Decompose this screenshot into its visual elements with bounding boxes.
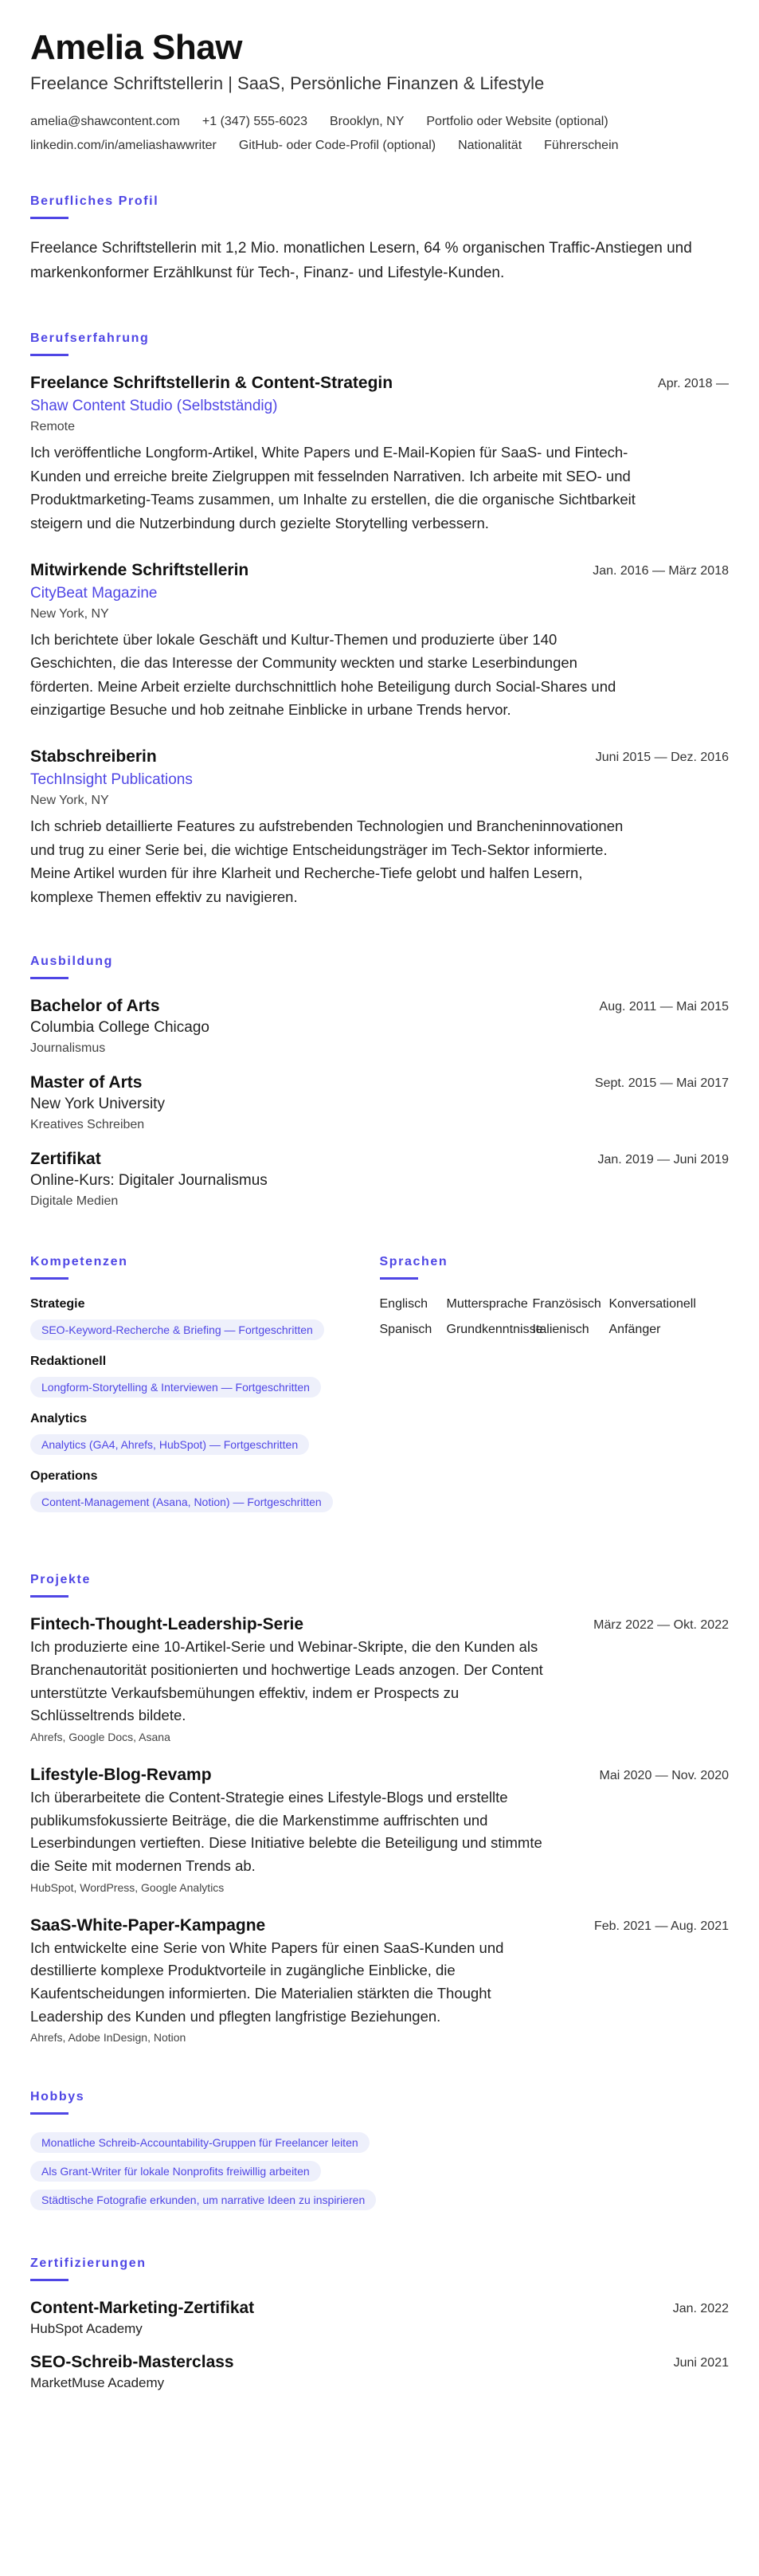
- certification-date: Juni 2021: [673, 2356, 729, 2370]
- language-name: Spanisch: [379, 1323, 432, 1337]
- language-name: Englisch: [379, 1297, 428, 1312]
- certifications-section: [30, 2256, 729, 2391]
- section-title: Ausbildung: [30, 955, 113, 969]
- language-name: Französisch: [532, 1297, 601, 1312]
- job-date: Jan. 2016 — März 2018: [593, 563, 729, 578]
- skill-group: [30, 1297, 380, 1340]
- section-title: Projekte: [30, 1573, 91, 1587]
- hobby-pill: Als Grant-Writer für lokale Nonprofits freiwillig arbeiten: [30, 2161, 321, 2182]
- candidate-name: Amelia Shaw: [30, 28, 242, 67]
- contact-portfolio[interactable]: Portfolio oder Website (optional): [426, 115, 608, 129]
- hobby-pill: Monatliche Schreib-Accountability-Gruppen für Freelancer leiten: [30, 2132, 370, 2153]
- project-entry: [30, 1615, 729, 1743]
- project-date: Feb. 2021 — Aug. 2021: [593, 1919, 729, 1933]
- project-description: Ich überarbeitete die Content-Strategie eines Lifestyle-Blogs und erstellte publikumsfokussierte Beiträge, die die Markenstimme auffrischten und Leserbindungen vertieften. Diese Initiative belebte die Beteiligung und stimmte die Seite mit modernen Trends ab.: [30, 1788, 542, 1874]
- candidate-headline: Freelance Schriftstellerin | SaaS, Persönliche Finanzen & Lifestyle: [30, 73, 545, 94]
- hobby-pill: Städtische Fotografie erkunden, um narrative Ideen zu inspirieren: [30, 2190, 376, 2210]
- certification-issuer: MarketMuse Academy: [30, 2375, 165, 2391]
- certification-name: Content-Marketing-Zertifikat: [30, 2299, 255, 2318]
- education-field: Digitale Medien: [30, 1194, 119, 1209]
- profile-summary: Freelance Schriftstellerin mit 1,2 Mio. monatlichen Lesern, 64 % organischen Traffic-Anstiegen und markenkonformer Erzählkunst für Tech-, Finanz- und Lifestyle-Kunden.: [30, 240, 692, 281]
- job-title: Mitwirkende Schriftstellerin: [30, 560, 249, 579]
- certification-entry: [30, 2299, 729, 2337]
- section-divider: [30, 977, 68, 979]
- project-description: Ich entwickelte eine Serie von White Papers für einen SaaS-Kunden und destillierte komplexe Produktvorteile in zugängliche Einblicke, die Kaufentscheidungen informierten. Die Materialien stärkten die Thought Leadership des Kunden und pflegten langfristige Beziehungen.: [30, 1939, 504, 2025]
- language-name: Italienisch: [532, 1323, 589, 1337]
- skill-category: Operations: [30, 1469, 98, 1484]
- education-date: Aug. 2011 — Mai 2015: [599, 1000, 729, 1014]
- section-divider: [30, 1595, 68, 1598]
- degree-title: Master of Arts: [30, 1073, 143, 1092]
- resume-header: [30, 29, 729, 153]
- section-title: Berufserfahrung: [30, 331, 150, 346]
- section-title: Zertifizierungen: [30, 2256, 147, 2271]
- section-divider: [30, 1277, 68, 1280]
- experience-entry: [30, 561, 729, 722]
- education-field: Journalismus: [30, 1041, 106, 1056]
- job-location: Remote: [30, 420, 76, 434]
- contact-nationality: Nationalität: [458, 139, 522, 153]
- skills-column: [30, 1255, 380, 1527]
- skill-group: [30, 1412, 380, 1455]
- contact-linkedin[interactable]: linkedin.com/in/ameliashawwriter: [30, 139, 217, 153]
- language-level: Muttersprache: [446, 1297, 528, 1312]
- certification-date: Jan. 2022: [672, 2302, 729, 2316]
- section-divider: [30, 2279, 68, 2281]
- hobby-list: [30, 2132, 729, 2210]
- education-institution: Columbia College Chicago: [30, 1019, 209, 1037]
- contact-email[interactable]: amelia@shawcontent.com: [30, 115, 180, 129]
- skill-group: [30, 1355, 380, 1398]
- project-entry: [30, 1916, 729, 2045]
- certification-issuer: HubSpot Academy: [30, 2321, 143, 2337]
- education-entry: [30, 997, 729, 1056]
- education-section: [30, 955, 729, 1209]
- section-title: Sprachen: [379, 1255, 448, 1269]
- education-field: Kreatives Schreiben: [30, 1118, 145, 1132]
- language-list: [380, 1297, 730, 1337]
- project-description: Ich produzierte eine 10-Artikel-Serie und Webinar-Skripte, die den Kunden als Branchenautorität positionierten und hochwertige Leads anzogen. Der Content unterstützte Verkaufsbemühungen effektiv, indem er Prospects zu Schlüsseltrends bildete.: [30, 1638, 543, 1724]
- skill-group: [30, 1469, 380, 1512]
- skill-category: Analytics: [30, 1412, 88, 1426]
- experience-section: [30, 331, 729, 908]
- certification-name: SEO-Schreib-Masterclass: [30, 2353, 234, 2372]
- hobbies-section: [30, 2090, 729, 2210]
- job-company: CityBeat Magazine: [30, 584, 158, 602]
- section-divider: [30, 354, 68, 356]
- degree-title: Bachelor of Arts: [30, 997, 160, 1016]
- project-tools: Ahrefs, Google Docs, Asana: [30, 1730, 170, 1743]
- contact-github[interactable]: GitHub- oder Code-Profil (optional): [238, 139, 436, 153]
- degree-title: Zertifikat: [30, 1150, 101, 1169]
- job-company: Shaw Content Studio (Selbstständig): [30, 398, 278, 415]
- contact-location: Brooklyn, NY: [330, 115, 405, 129]
- section-divider: [30, 217, 68, 219]
- skill-category: Redaktionell: [30, 1355, 107, 1369]
- skill-pill: Content-Management (Asana, Notion) — Fortgeschritten: [30, 1492, 333, 1512]
- job-title: Freelance Schriftstellerin & Content-Strategin: [30, 374, 393, 393]
- contact-drivers-license: Führerschein: [544, 139, 619, 153]
- job-date: Apr. 2018 —: [658, 377, 729, 391]
- project-date: März 2022 — Okt. 2022: [593, 1618, 729, 1633]
- project-tools: HubSpot, WordPress, Google Analytics: [30, 1880, 225, 1894]
- job-company: TechInsight Publications: [30, 770, 193, 788]
- skill-category: Strategie: [30, 1297, 85, 1312]
- project-name: Fintech-Thought-Leadership-Serie: [30, 1615, 304, 1634]
- contact-list: [30, 115, 731, 153]
- certification-entry: [30, 2353, 729, 2391]
- skills-languages-section: [30, 1255, 729, 1527]
- project-entry: [30, 1766, 729, 1894]
- language-level: Konversationell: [608, 1297, 696, 1312]
- languages-column: [380, 1255, 730, 1527]
- contact-phone[interactable]: +1 (347) 555-6023: [201, 115, 307, 129]
- project-name: Lifestyle-Blog-Revamp: [30, 1765, 212, 1784]
- skill-pill: Longform-Storytelling & Interviewen — Fortgeschritten: [30, 1377, 321, 1398]
- job-description: Ich berichtete über lokale Geschäft und Kultur-Themen und produzierte über 140 Geschichten, die das Interesse der Community weckten und starke Leserbindungen förderten. Meine Arbeit erzielte durchschnittlich hohe Beteiligung durch Social-Shares und einzigartige Besuche und hob zeitnahe Einblicke in urbane Trends hervor.: [30, 630, 616, 719]
- project-name: SaaS-White-Paper-Kampagne: [30, 1915, 266, 1935]
- job-location: New York, NY: [30, 606, 109, 621]
- education-entry: [30, 1073, 729, 1132]
- education-institution: New York University: [30, 1096, 165, 1113]
- job-description: Ich veröffentliche Longform-Artikel, White Papers und E-Mail-Kopien für SaaS- und Fintech-Kunden und erreiche breite Zielgruppen mit fesselnden Narrativen. Ich arbeite mit SEO- und Produktmarketing-Teams zusammen, um Inhalte zu erstellen, die die organische Sichtbarkeit steigern und die Nutzerbindung durch gezielte Storytelling verbessern.: [30, 444, 636, 531]
- job-date: Juni 2015 — Dez. 2016: [595, 750, 729, 764]
- education-entry: [30, 1150, 729, 1209]
- job-location: New York, NY: [30, 793, 109, 807]
- section-title: Berufliches Profil: [30, 194, 159, 209]
- section-title: Hobbys: [30, 2090, 85, 2104]
- project-tools: Ahrefs, Adobe InDesign, Notion: [30, 2031, 186, 2045]
- education-institution: Online-Kurs: Digitaler Journalismus: [30, 1172, 268, 1190]
- experience-entry: [30, 747, 729, 908]
- projects-section: [30, 1573, 729, 2044]
- language-level: Anfänger: [608, 1323, 661, 1337]
- education-date: Jan. 2019 — Juni 2019: [597, 1153, 729, 1167]
- job-title: Stabschreiberin: [30, 747, 157, 766]
- skill-pill: Analytics (GA4, Ahrefs, HubSpot) — Fortgeschritten: [30, 1434, 309, 1455]
- section-divider: [30, 2112, 68, 2115]
- job-description: Ich schrieb detaillierte Features zu aufstrebenden Technologien und Brancheninnovationen und trug zu einer Serie bei, die wichtige Entscheidungsträger im Tech-Sektor informierte. Meine Artikel wurden für ihre Klarheit und Recherche-Tiefe gelobt und halfen Lesern, komplexe Themen effektiv zu navigieren.: [30, 817, 624, 905]
- section-title: Kompetenzen: [30, 1255, 128, 1269]
- project-date: Mai 2020 — Nov. 2020: [599, 1768, 729, 1782]
- section-divider: [380, 1277, 418, 1280]
- education-date: Sept. 2015 — Mai 2017: [594, 1076, 729, 1091]
- skill-pill: SEO-Keyword-Recherche & Briefing — Fortgeschritten: [30, 1319, 324, 1340]
- profile-section: [30, 194, 729, 285]
- language-level: Grundkenntnisse: [446, 1323, 543, 1337]
- experience-entry: [30, 374, 729, 535]
